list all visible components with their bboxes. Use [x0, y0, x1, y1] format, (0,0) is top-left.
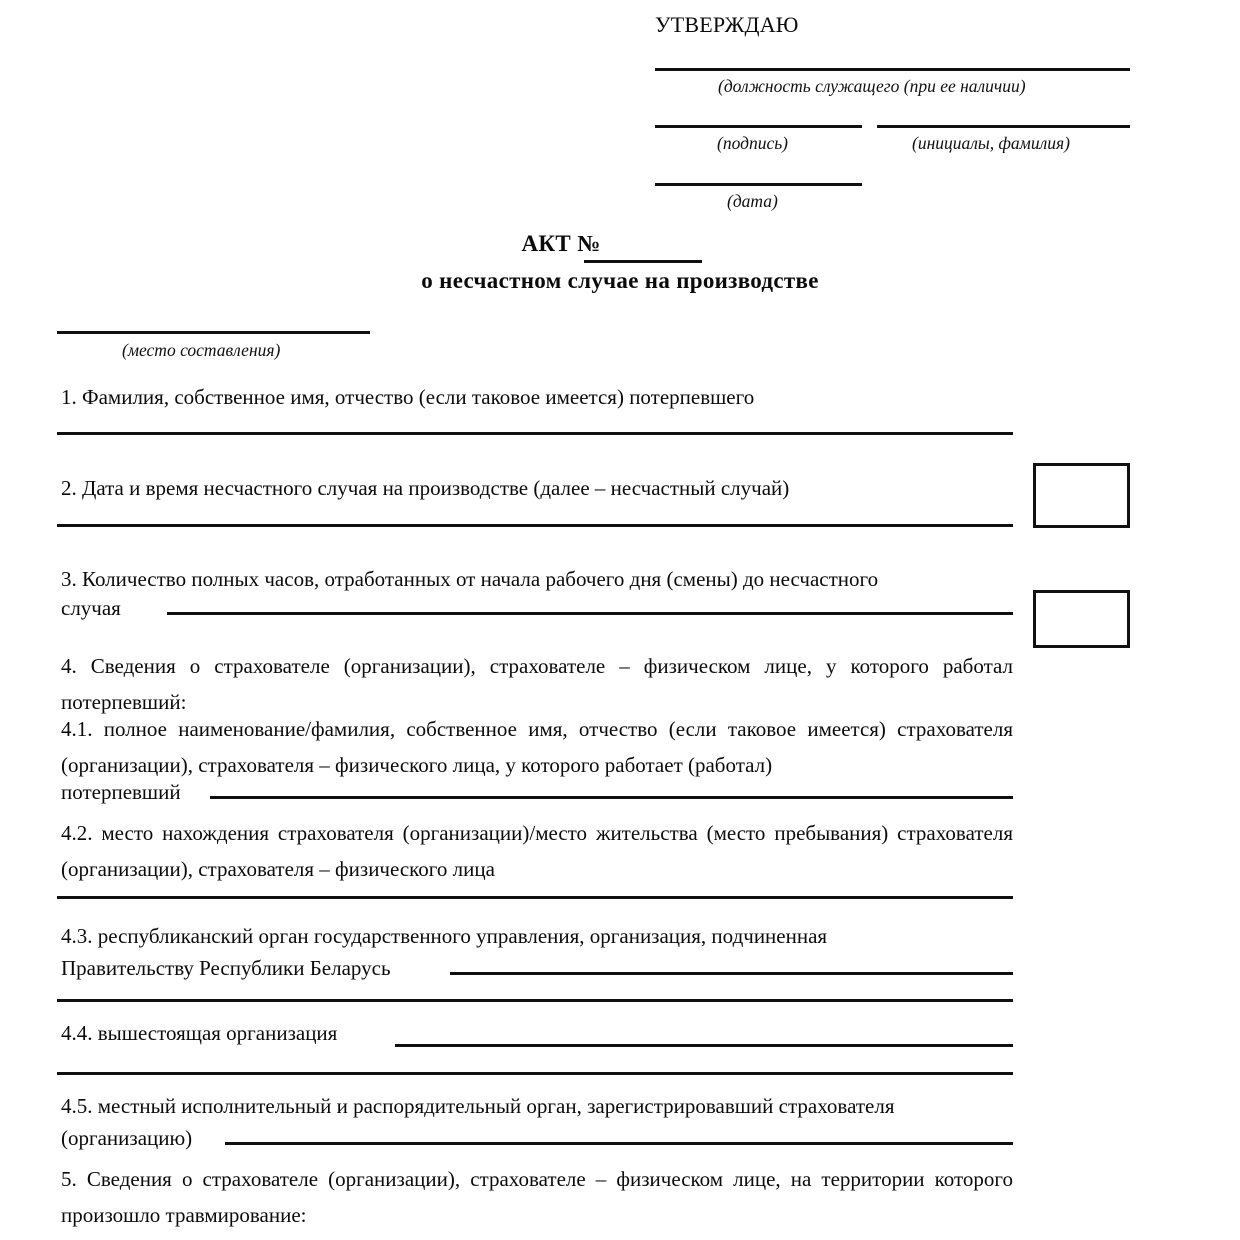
item-3-field-rule[interactable]	[167, 612, 1013, 615]
item-3-label-line1: 3. Количество полных часов, отработанных от начала рабочего дня (смены) до несчастного	[61, 567, 879, 591]
act-label: АКТ №	[521, 231, 601, 256]
item-4-1-label-tail: потерпевший	[61, 780, 181, 804]
item-1-field-rule[interactable]	[57, 432, 1013, 435]
item-4-2-field-rule[interactable]	[57, 896, 1013, 899]
item-4-4-label: 4.4. вышестоящая организация	[61, 1021, 338, 1045]
signature-field-rule[interactable]	[655, 125, 862, 128]
item-3-code-box[interactable]	[1033, 590, 1130, 648]
item-3-label-line2: случая	[61, 596, 121, 620]
item-4-3-label: 4.3. республиканский орган государственного управления, организация, подчиненная	[61, 924, 828, 948]
page-title	[0, 231, 1240, 257]
item-4-5-label-tail: (организацию)	[61, 1126, 193, 1150]
item-4-1-field-rule[interactable]	[210, 796, 1013, 799]
initials-caption: (инициалы, фамилия)	[912, 133, 1070, 153]
date-field-rule[interactable]	[655, 183, 862, 186]
item-2-label: 2. Дата и время несчастного случая на производстве (далее – несчастный случай)	[61, 476, 790, 500]
page-subtitle: о несчастном случае на производстве	[421, 268, 819, 293]
item-1-label: 1. Фамилия, собственное имя, отчество (если таковое имеется) потерпевшего	[61, 385, 755, 409]
approval-heading: УТВЕРЖДАЮ	[655, 12, 799, 37]
signature-caption: (подпись)	[717, 133, 789, 153]
place-caption: (место составления)	[122, 340, 281, 360]
item-4-4-continuation-rule[interactable]	[57, 1072, 1013, 1075]
item-4-3-field-rule[interactable]	[450, 972, 1013, 975]
position-field-rule[interactable]	[655, 68, 1130, 71]
item-4-4-field-rule[interactable]	[395, 1044, 1013, 1047]
item-4-3-label-tail: Правительству Республики Беларусь	[61, 956, 391, 980]
position-caption: (должность служащего (при ее наличии)	[718, 76, 1026, 96]
item-4-5-label: 4.5. местный исполнительный и распорядительный орган, зарегистрировавший страхователя	[61, 1094, 895, 1118]
item-5-label: 5. Сведения о страхователе (организации), страхователе – физическом лице, на территории которого произошло травмирование:	[61, 1167, 1013, 1227]
item-2-field-rule[interactable]	[57, 524, 1013, 527]
initials-field-rule[interactable]	[877, 125, 1130, 128]
date-caption: (дата)	[727, 191, 778, 211]
item-4-label: 4. Сведения о страхователе (организации), страхователе – физическом лице, у которого работал потерпевший:	[61, 654, 1013, 714]
act-number-rule[interactable]	[584, 260, 702, 263]
item-4-5-field-rule[interactable]	[225, 1142, 1013, 1145]
place-field-rule[interactable]	[57, 331, 370, 334]
item-4-2-label: 4.2. место нахождения страхователя (организации)/место жительства (место пребывания) страхователя (организации), страхователя – физического лица	[61, 821, 1013, 881]
item-4-3-continuation-rule[interactable]	[57, 999, 1013, 1002]
item-2-code-box[interactable]	[1033, 463, 1130, 528]
item-4-1-label: 4.1. полное наименование/фамилия, собственное имя, отчество (если таковое имеется) страхователя (организации), страхователя – физического лица, у которого работает (работал)	[61, 717, 1013, 777]
